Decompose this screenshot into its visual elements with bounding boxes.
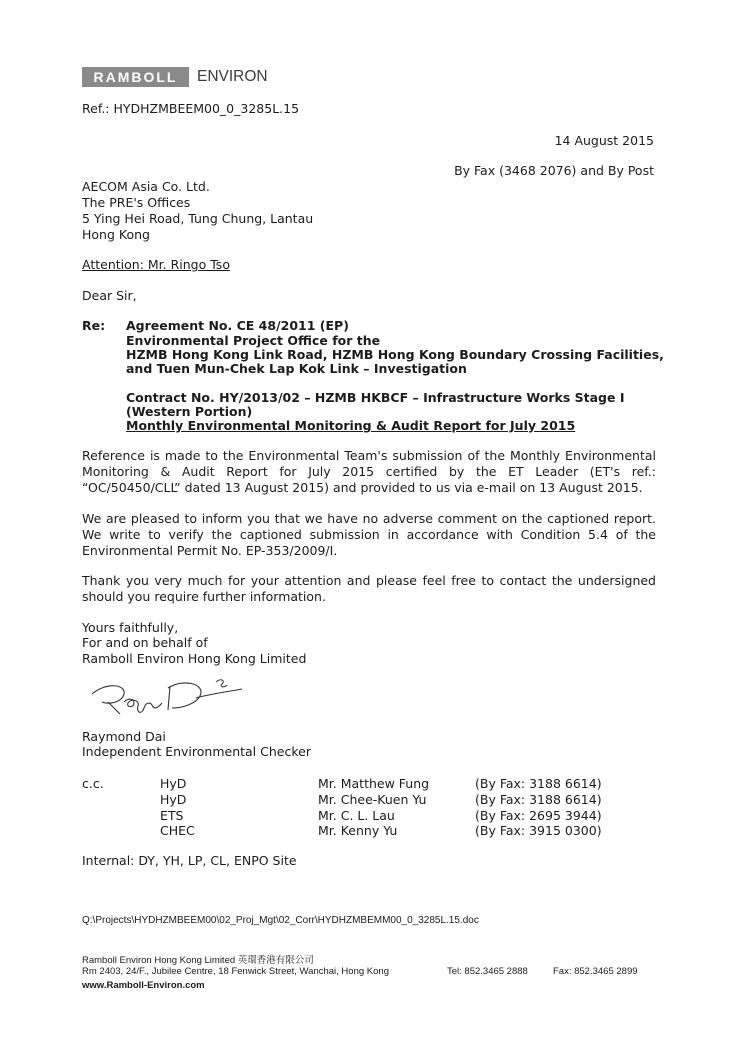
address-line: AECOM Asia Co. Ltd.	[82, 179, 210, 194]
cc-org: HyD	[160, 776, 187, 791]
footer-tel: Tel: 852.3465 2888	[447, 966, 528, 977]
address-line: Hong Kong	[82, 227, 150, 242]
contract-report-title: Monthly Environmental Monitoring & Audit Report for July 2015	[126, 418, 576, 433]
subject-line: HZMB Hong Kong Link Road, HZMB Hong Kong Boundary Crossing Facilities,	[126, 347, 664, 362]
file-path: Q:\Projects\HYDHZMBEEM00\02_Proj_Mgt\02_Corr\HYDHZMBEMM00_0_3285L.15.doc	[82, 915, 479, 926]
signer-name: Raymond Dai	[82, 729, 166, 744]
body-paragraph: We are pleased to inform you that we have no adverse comment on the captioned report. We write to verify the captioned submission in accordance with Condition 5.4 of the Environmental Permit No. EP-353/2009/I.	[82, 511, 656, 558]
contract-line: (Western Portion)	[126, 404, 253, 419]
company-logo: RAMBOLL	[82, 67, 189, 87]
closing-line: Ramboll Environ Hong Kong Limited	[82, 651, 307, 666]
cc-org: CHEC	[160, 823, 195, 838]
delivery-method: By Fax (3468 2076) and By Post	[454, 163, 654, 178]
footer-company: Ramboll Environ Hong Kong Limited 英環香港有限公司	[82, 955, 314, 966]
body-paragraph: Thank you very much for your attention and please feel free to contact the undersigned should you require further information.	[82, 573, 656, 604]
body-paragraph: Reference is made to the Environmental Team's submission of the Monthly Environmental Monitoring & Audit Report for July 2015 certified by the ET Leader (ET's ref.: “OC/50450/CLL” dated 13 August 2015) and provided to us via e-mail on 13 August 2015.	[82, 448, 656, 495]
cc-person: Mr. Chee-Kuen Yu	[318, 792, 427, 807]
cc-person: Mr. Kenny Yu	[318, 823, 398, 838]
attention-line: Attention: Mr. Ringo Tso	[82, 257, 230, 272]
cc-fax: (By Fax: 2695 3944)	[475, 808, 602, 823]
footer-address: Rm 2403, 24/F., Jubilee Centre, 18 Fenwick Street, Wanchai, Hong Kong	[82, 966, 389, 977]
closing-line: For and on behalf of	[82, 635, 208, 650]
contract-line: Contract No. HY/2013/02 – HZMB HKBCF – Infrastructure Works Stage I	[126, 390, 625, 405]
salutation: Dear Sir,	[82, 288, 137, 303]
company-logo-word: ENVIRON	[197, 68, 268, 85]
subject-line: Environmental Project Office for the	[126, 333, 381, 348]
reference-number: Ref.: HYDHZMBEEM00_0_3285L.15	[82, 101, 300, 116]
re-label: Re:	[82, 318, 106, 333]
letter-date: 14 August 2015	[554, 133, 654, 148]
footer-fax: Fax: 852.3465 2899	[553, 966, 638, 977]
cc-org: ETS	[160, 808, 184, 823]
cc-person: Mr. C. L. Lau	[318, 808, 395, 823]
signature	[84, 672, 254, 722]
address-line: The PRE's Offices	[82, 195, 191, 210]
address-line: 5 Ying Hei Road, Tung Chung, Lantau	[82, 211, 314, 226]
subject-line: Agreement No. CE 48/2011 (EP)	[126, 318, 349, 333]
closing-line: Yours faithfully,	[82, 620, 179, 635]
cc-fax: (By Fax: 3188 6614)	[475, 776, 602, 791]
cc-person: Mr. Matthew Fung	[318, 776, 430, 791]
footer-website[interactable]: www.Ramboll-Environ.com	[82, 980, 205, 991]
cc-fax: (By Fax: 3915 0300)	[475, 823, 602, 838]
signer-title: Independent Environmental Checker	[82, 744, 311, 759]
subject-line: and Tuen Mun-Chek Lap Kok Link – Investigation	[126, 361, 467, 376]
cc-fax: (By Fax: 3188 6614)	[475, 792, 602, 807]
cc-org: HyD	[160, 792, 187, 807]
internal-distribution: Internal: DY, YH, LP, CL, ENPO Site	[82, 853, 297, 868]
cc-label: c.c.	[82, 776, 104, 791]
